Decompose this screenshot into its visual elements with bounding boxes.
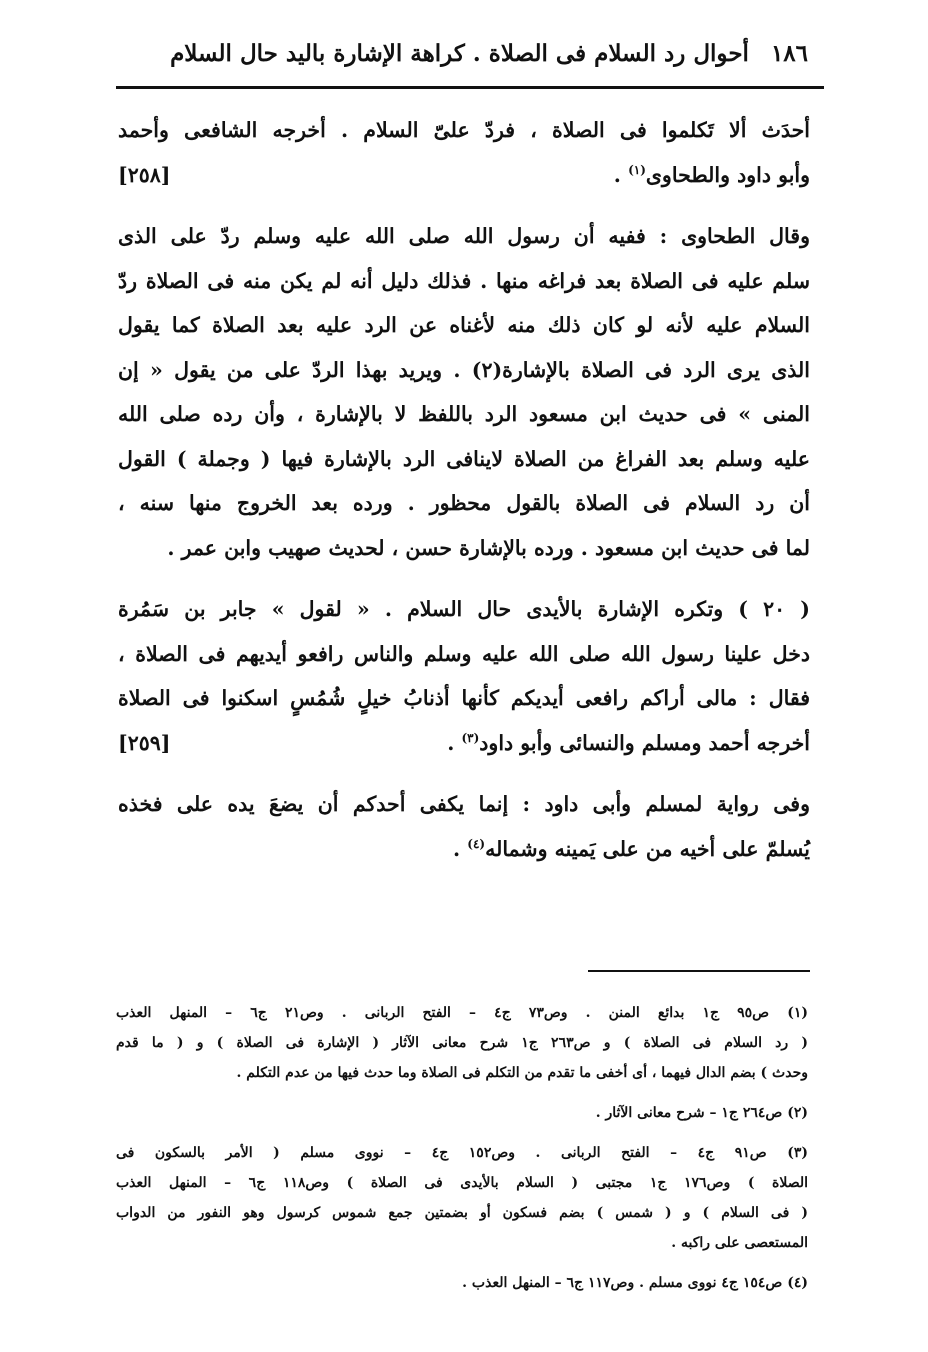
footnote-marker: (٣) bbox=[461, 730, 480, 745]
footnote-line: ( فى السلام ) و ( شمس ) بضم فسكون أو بضمتين جمع شموس كرسول وهو النفور من الدواب bbox=[116, 1205, 808, 1221]
line-text: لما فى حديث ابن مسعود . ورده بالإشارة حسن ، لحديث صهيب وابن عمر . bbox=[167, 535, 810, 560]
line-text: وأبو داود والطحاوى bbox=[645, 162, 810, 187]
line-text-wrap bbox=[118, 597, 810, 621]
line-text-wrap bbox=[118, 269, 810, 293]
footnotes bbox=[116, 998, 808, 1308]
line-text-wrap bbox=[118, 313, 810, 337]
footnote-marker: (٤) bbox=[467, 836, 486, 851]
line-text-wrap bbox=[614, 153, 810, 198]
line-text-wrap bbox=[118, 686, 810, 710]
line-text: وقال الطحاوى : ففيه أن رسول الله صلى الله عليه وسلم ردّ على الذى bbox=[118, 224, 810, 248]
text-line bbox=[118, 348, 810, 393]
line-text: أخرجه أحمد ومسلم والنسائى وأبو داود bbox=[479, 730, 810, 755]
text-line bbox=[118, 259, 810, 304]
line-text-wrap bbox=[118, 491, 810, 515]
footnote-separator bbox=[588, 970, 810, 972]
text-line bbox=[118, 108, 810, 153]
line-text-wrap bbox=[118, 118, 810, 142]
text-line bbox=[118, 632, 810, 677]
line-text: يُسلمّ على أخيه من على يَمينه وشماله bbox=[485, 836, 810, 861]
footnote-line: (١) ص٩٥ ج١ بدائع المنن . وص٧٣ ج٤ – الفتح الربانى . وص٢١ ج٦ – المنهل العذب bbox=[116, 1005, 808, 1021]
paragraph bbox=[118, 587, 810, 765]
footnote-line: (٣) ص٩١ ج٤ – الفتح الربانى . وص١٥٢ ج٤ – نووى مسلم ( الأمر بالسكون فى bbox=[116, 1145, 808, 1161]
text-line bbox=[118, 392, 810, 437]
footnote bbox=[116, 1268, 808, 1298]
footnote-line: (٢) ص٢٦٤ ج١ – شرح معانى الآثار . bbox=[595, 1105, 808, 1121]
line-text-wrap bbox=[118, 402, 810, 426]
hadith-reference-number: [٢٥٩] bbox=[118, 730, 171, 755]
line-end-punct: . bbox=[613, 162, 629, 187]
page-header bbox=[118, 28, 808, 78]
paragraph bbox=[118, 214, 810, 570]
line-text: السلام عليه لأنه لو كان ذلك منه لأغناه عن الرد عليه بعد الصلاة كما يقول bbox=[118, 313, 810, 337]
text-line bbox=[118, 153, 810, 198]
line-text-wrap bbox=[118, 358, 810, 382]
footnote-line: ( رد السلام فى الصلاة ) و ص٢٦٣ ج١ شرح معانى الآثار ( الإشارة فى الصلاة ) و ( ما قدم bbox=[116, 1035, 808, 1051]
footnote-line: (٤) ص١٥٤ ج٤ نووى مسلم . وص١١٧ ج٦ – المنهل العذب . bbox=[462, 1275, 808, 1291]
footnote-line: وحدث ) بضم الدال فيهما ، أى أخفى ما تقدم من التكلم فى الصلاة وما حدث فيها من عدم التكلم . bbox=[236, 1065, 808, 1081]
line-text-wrap bbox=[118, 224, 810, 248]
line-text: عليه وسلم بعد الفراغ من الصلاة لاينافى الرد بالإشارة فيها ( وجملة ) القول bbox=[118, 446, 810, 471]
text-line bbox=[118, 782, 810, 827]
text-line bbox=[118, 437, 810, 482]
text-line bbox=[118, 827, 810, 872]
line-text-wrap bbox=[118, 447, 810, 471]
footnote-line: الصلاة ) وص١٧٦ ج١ مجتبى ( السلام بالأيدى فى الصلاة ) وص١١٨ ج٦ – المنهل العذب bbox=[116, 1175, 808, 1191]
line-text: أحدَث ألا تَكلموا فى الصلاة ، فردّ علىّ السلام . أخرجه الشافعى وأحمد bbox=[118, 118, 810, 142]
line-end-punct: . bbox=[447, 730, 462, 755]
line-text: وفى رواية لمسلم وأبى داود : إنما يكفى أحدكم أن يضعَ يده على فخذه bbox=[118, 792, 810, 816]
text-line bbox=[118, 214, 810, 259]
footnote bbox=[116, 1138, 808, 1258]
line-text-wrap bbox=[118, 792, 810, 816]
line-text: فقال : مالى أراكم رافعى أيديكم كأنها أذنابُ خيلٍ شُمُسٍ اسكنوا فى الصلاة bbox=[118, 686, 810, 710]
line-text: ( ٢٠ ) وتكره الإشارة بالأيدى حال السلام . « لقول » جابر بن سَمُرة bbox=[118, 597, 811, 621]
page-number: ١٨٦ bbox=[770, 39, 808, 67]
text-line bbox=[118, 676, 810, 721]
footnote-marker: (١) bbox=[628, 162, 646, 177]
running-title: أحوال رد السلام فى الصلاة . كراهة الإشارة باليد حال السلام bbox=[170, 39, 749, 67]
line-text: دخل علينا رسول الله صلى الله عليه وسلم والناس رافعو أيديهم فى الصلاة ، bbox=[118, 641, 810, 666]
main-text bbox=[118, 108, 810, 888]
text-line bbox=[118, 526, 810, 571]
line-text: الذى يرى الرد فى الصلاة بالإشارة(٢) . ويريد بهذا الردّ على من يقول « إن bbox=[118, 357, 810, 382]
paragraph bbox=[118, 108, 810, 197]
paragraph bbox=[118, 782, 810, 871]
hadith-reference-number: [٢٥٨] bbox=[118, 162, 171, 187]
text-line bbox=[118, 303, 810, 348]
line-text: سلم عليه فى الصلاة بعد فراغه منها . فذلك دليل أنه لم يكن منه فى الصلاة ردّ bbox=[118, 268, 810, 293]
line-text-wrap bbox=[453, 837, 810, 861]
text-line bbox=[118, 721, 810, 766]
line-text-wrap bbox=[167, 536, 810, 560]
header-rule bbox=[116, 86, 824, 89]
footnote-line: المستعصى على راكبه . bbox=[671, 1235, 808, 1251]
line-text: أن رد السلام فى الصلاة بالقول محظور . ورده بعد الخروج منها سنه ، bbox=[118, 491, 810, 515]
text-line bbox=[118, 481, 810, 526]
line-text-wrap bbox=[447, 721, 810, 766]
footnote bbox=[116, 998, 808, 1088]
line-text: المنى » فى حديث ابن مسعود الرد باللفظ لا بالإشارة ، وأن رده صلى الله bbox=[118, 402, 810, 426]
line-end-punct: . bbox=[452, 836, 468, 861]
text-line bbox=[118, 587, 810, 632]
line-text-wrap bbox=[118, 642, 810, 666]
footnote bbox=[116, 1098, 808, 1128]
